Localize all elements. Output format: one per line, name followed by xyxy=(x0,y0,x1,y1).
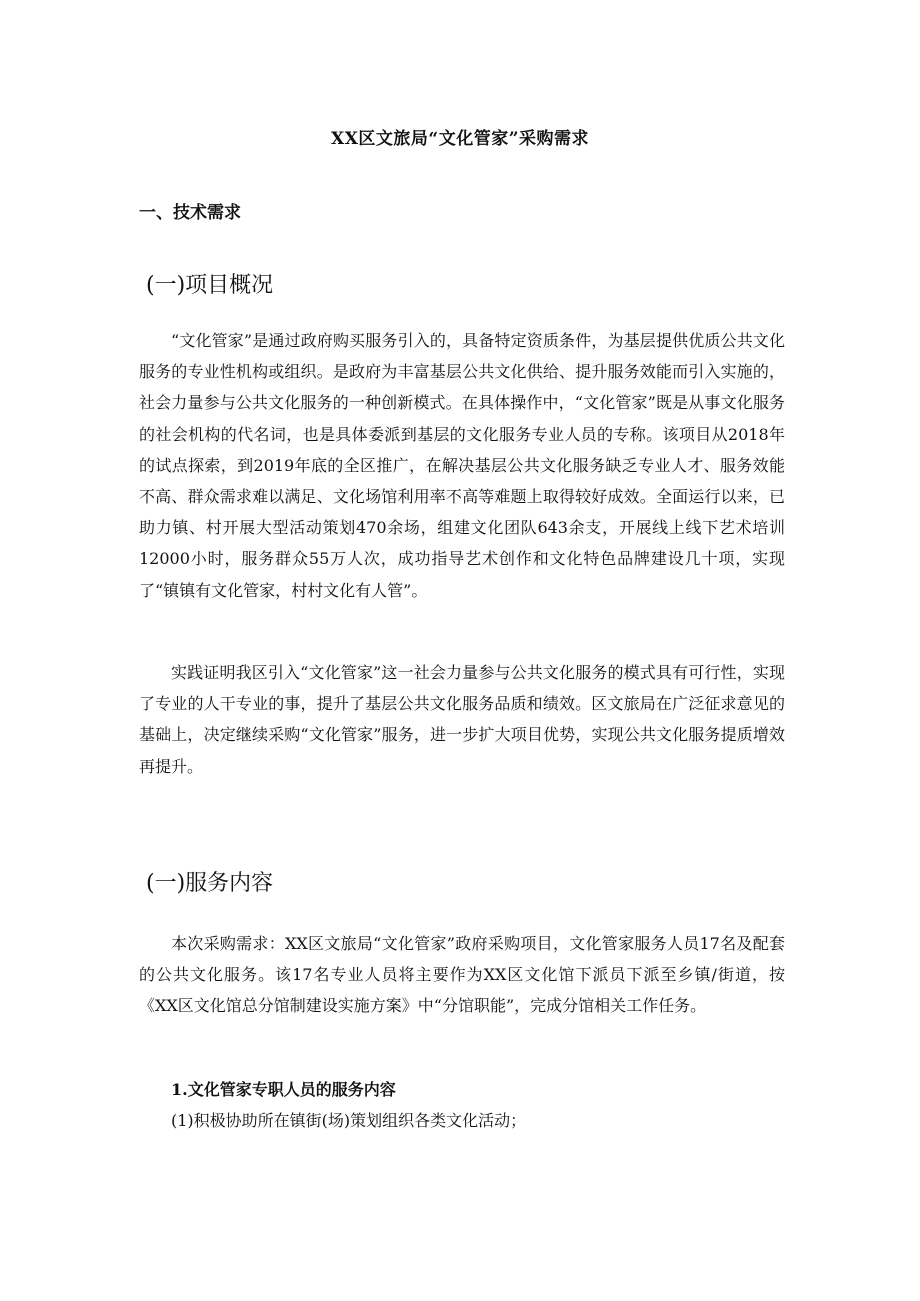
subsection-heading-project-overview: (一)项目概况 xyxy=(146,273,274,298)
subheading-service-content-staff: 1.文化管家专职人员的服务内容 xyxy=(171,1080,396,1099)
section-heading-technical-requirements: 一、技术需求 xyxy=(139,203,241,223)
paragraph-practice-proves: 实践证明我区引入“文化管家”这一社会力量参与公共文化服务的模式具有可行性，实现了专业的人干专业的事，提升了基层公共文化服务品质和绩效。区文旅局在广泛征求意见的基础上，决定继续采购“文化管家”服务，进一步扩大项目优势，实现公共文化服务提质增效再提升。 xyxy=(139,663,785,776)
subsection-heading-service-content: (一)服务内容 xyxy=(146,871,274,896)
paragraph-project-overview: “文化管家”是通过政府购买服务引入的，具备特定资质条件，为基层提供优质公共文化服务的专业性机构或组织。是政府为丰富基层公共文化供给、提升服务效能而引入实施的，社会力量参与公共文化服务的一种创新模式。在具体操作中，“文化管家”既是从事文化服务的社会机构的代名词，也是具体委派到基层的文化服务专业人员的专称。该项目从2018年的试点探索，到2019年底的全区推广，在解决基层公共文化服务缺乏专业人才、服务效能不高、群众需求难以满足、文化场馆利用率不高等难题上取得较好成效。全面运行以来，已助力镇、村开展大型活动策划470余场，组建文化团队643余支，开展线上线下艺术培训12000小时，服务群众55万人次，成功指导艺术创作和文化特色品牌建设几十项，实现了“镇镇有文化管家，村村文化有人管”。 xyxy=(139,331,785,600)
document-title: XX区文旅局“文化管家”采购需求 xyxy=(331,129,589,149)
paragraph-procurement-requirement: 本次采购需求：XX区文旅局“文化管家”政府采购项目，文化管家服务人员17名及配套的公共文化服务。该17名专业人员将主要作为XX区文化馆下派员下派至乡镇/街道，按《XX区文化馆总分馆制建设实施方案》中“分馆职能”，完成分馆相关工作任务。 xyxy=(139,934,785,1016)
list-item: (1)积极协助所在镇街(场)策划组织各类文化活动； xyxy=(171,1111,527,1130)
